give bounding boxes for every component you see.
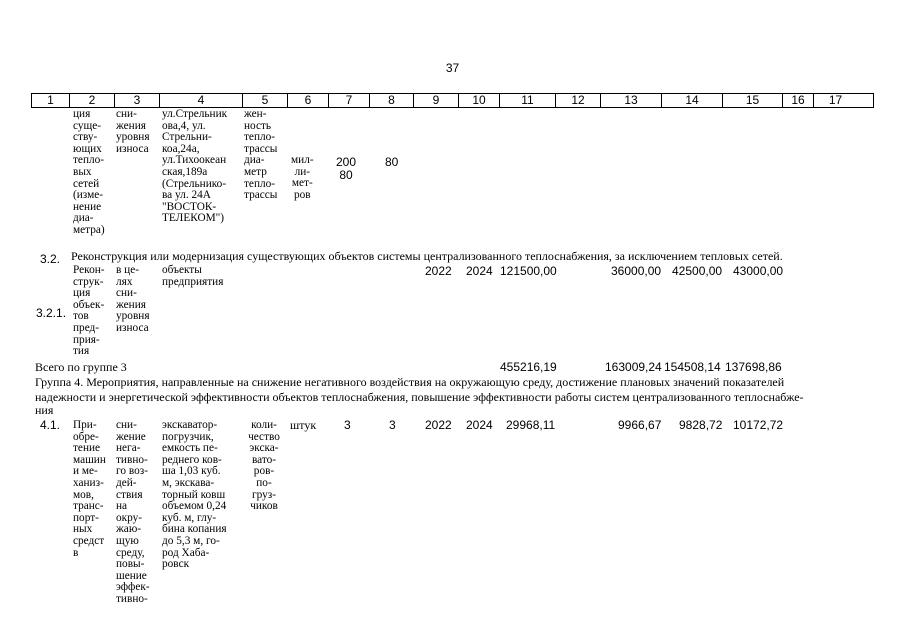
column-header: 8 (370, 94, 414, 107)
column-header: 5 (243, 94, 288, 107)
section-title: Реконструкция или модернизация существующих объектов системы централизованного теплоснабжения, за исключением тепловых сетей. (71, 249, 783, 263)
cell-purpose: сни- жения уровня износа (116, 108, 150, 155)
cell-value-after: 80 (385, 155, 399, 169)
cell-start-year: 2022 (425, 418, 452, 432)
column-header: 2 (70, 94, 115, 107)
page-number: 37 (445, 61, 460, 75)
column-header: 1 (32, 94, 70, 107)
cell-cost-y2: 42500,00 (672, 264, 723, 278)
column-header: 13 (601, 94, 662, 107)
column-header: 17 (828, 93, 843, 107)
cell-location: объекты предприятия (162, 264, 224, 288)
group-heading-line: надежности и энергетической эффективности объектов теплоснабжения, повышение эффективности работы систем централизованного теплоснабже- (35, 390, 804, 404)
cell-value-before: 200 80 (335, 155, 357, 182)
column-header: 16 (783, 94, 814, 107)
total-label: Всего по группе 3 (35, 360, 127, 374)
cell-location: ул.Стрельник ова,4, ул. Стрельни- коа,24а, ул.Тихоокеан ская,189а (Стрельнико- ва ул. 24А "ВОСТОК- ТЕЛЕКОМ") (162, 108, 228, 225)
total-cost: 455216,19 (500, 360, 557, 374)
cell-unit: штук (290, 418, 317, 432)
cell-total-cost: 121500,00 (500, 264, 557, 278)
total-cost-y2: 154508,14 (664, 360, 721, 374)
section-number: 3.2. (40, 252, 61, 266)
column-header: 9 (414, 94, 459, 107)
cell-unit: мил- ли- мет- ров (291, 154, 314, 201)
column-header: 11 (500, 94, 556, 107)
cell-location: экскаватор- погрузчик, емкость пе- реднего ков- ша 1,03 куб. м, экскава- торный ковш объемом 0,24 куб. м, глу- бина копания до 5,3 м, го- род Хаба- ровск (162, 419, 227, 571)
cell-name: При- обре- тение машин и ме- ханиз- мов, транс- порт- ных средст в (73, 419, 106, 559)
cell-purpose: сни- жение нега- тивно- го воз- дей- ствия на окру- жаю- щую среду, повы- шение эффек- тивно- (116, 419, 150, 605)
column-header: 10 (459, 94, 500, 107)
cell-cost-y3: 43000,00 (733, 264, 784, 278)
total-cost-y3: 137698,86 (725, 360, 782, 374)
cell-indicator: коли- чество экска- вато- ров- по- груз- чиков (248, 419, 280, 513)
cell-value-before: 3 (344, 418, 351, 432)
cell-purpose: в це- лях сни- жения уровня износа (116, 264, 150, 334)
cell-name: Рекон- струк- ция объек- тов пред- прия- тия (73, 264, 105, 358)
column-header: 4 (160, 94, 243, 107)
group-heading-line: ния (35, 406, 54, 415)
column-header: 3 (115, 94, 160, 107)
column-header: 15 (723, 94, 783, 107)
cell-total-cost: 29968,11 (506, 418, 556, 432)
column-header: 12 (556, 94, 601, 107)
cell-value-after: 3 (389, 418, 396, 432)
column-header: 7 (329, 94, 370, 107)
cell-end-year: 2024 (466, 418, 493, 432)
cell-name: ция суще- ству- ющих тепло- вых сетей (изме- нение диа- метра) (73, 108, 105, 236)
cell-cost-y1: 36000,00 (611, 264, 662, 278)
cell-end-year: 2024 (466, 264, 493, 278)
cell-cost-y2: 9828,72 (679, 418, 723, 432)
column-header: 14 (662, 94, 723, 107)
cell-indicator: жен- ность тепло- трассы диа- метр тепло- трассы (244, 108, 278, 202)
row-number: 4.1. (40, 418, 61, 432)
row-number: 3.2.1. (36, 306, 67, 320)
total-cost-y1: 163009,24 (605, 360, 662, 374)
cell-cost-y1: 9966,67 (618, 418, 662, 432)
column-header-row (31, 93, 874, 108)
group-heading-line: Группа 4. Мероприятия, направленные на снижение негативного воздействия на окружающую среду, достижение плановых значений показателей (35, 375, 785, 389)
cell-cost-y3: 10172,72 (733, 418, 784, 432)
cell-start-year: 2022 (425, 264, 452, 278)
column-header: 6 (288, 94, 329, 107)
